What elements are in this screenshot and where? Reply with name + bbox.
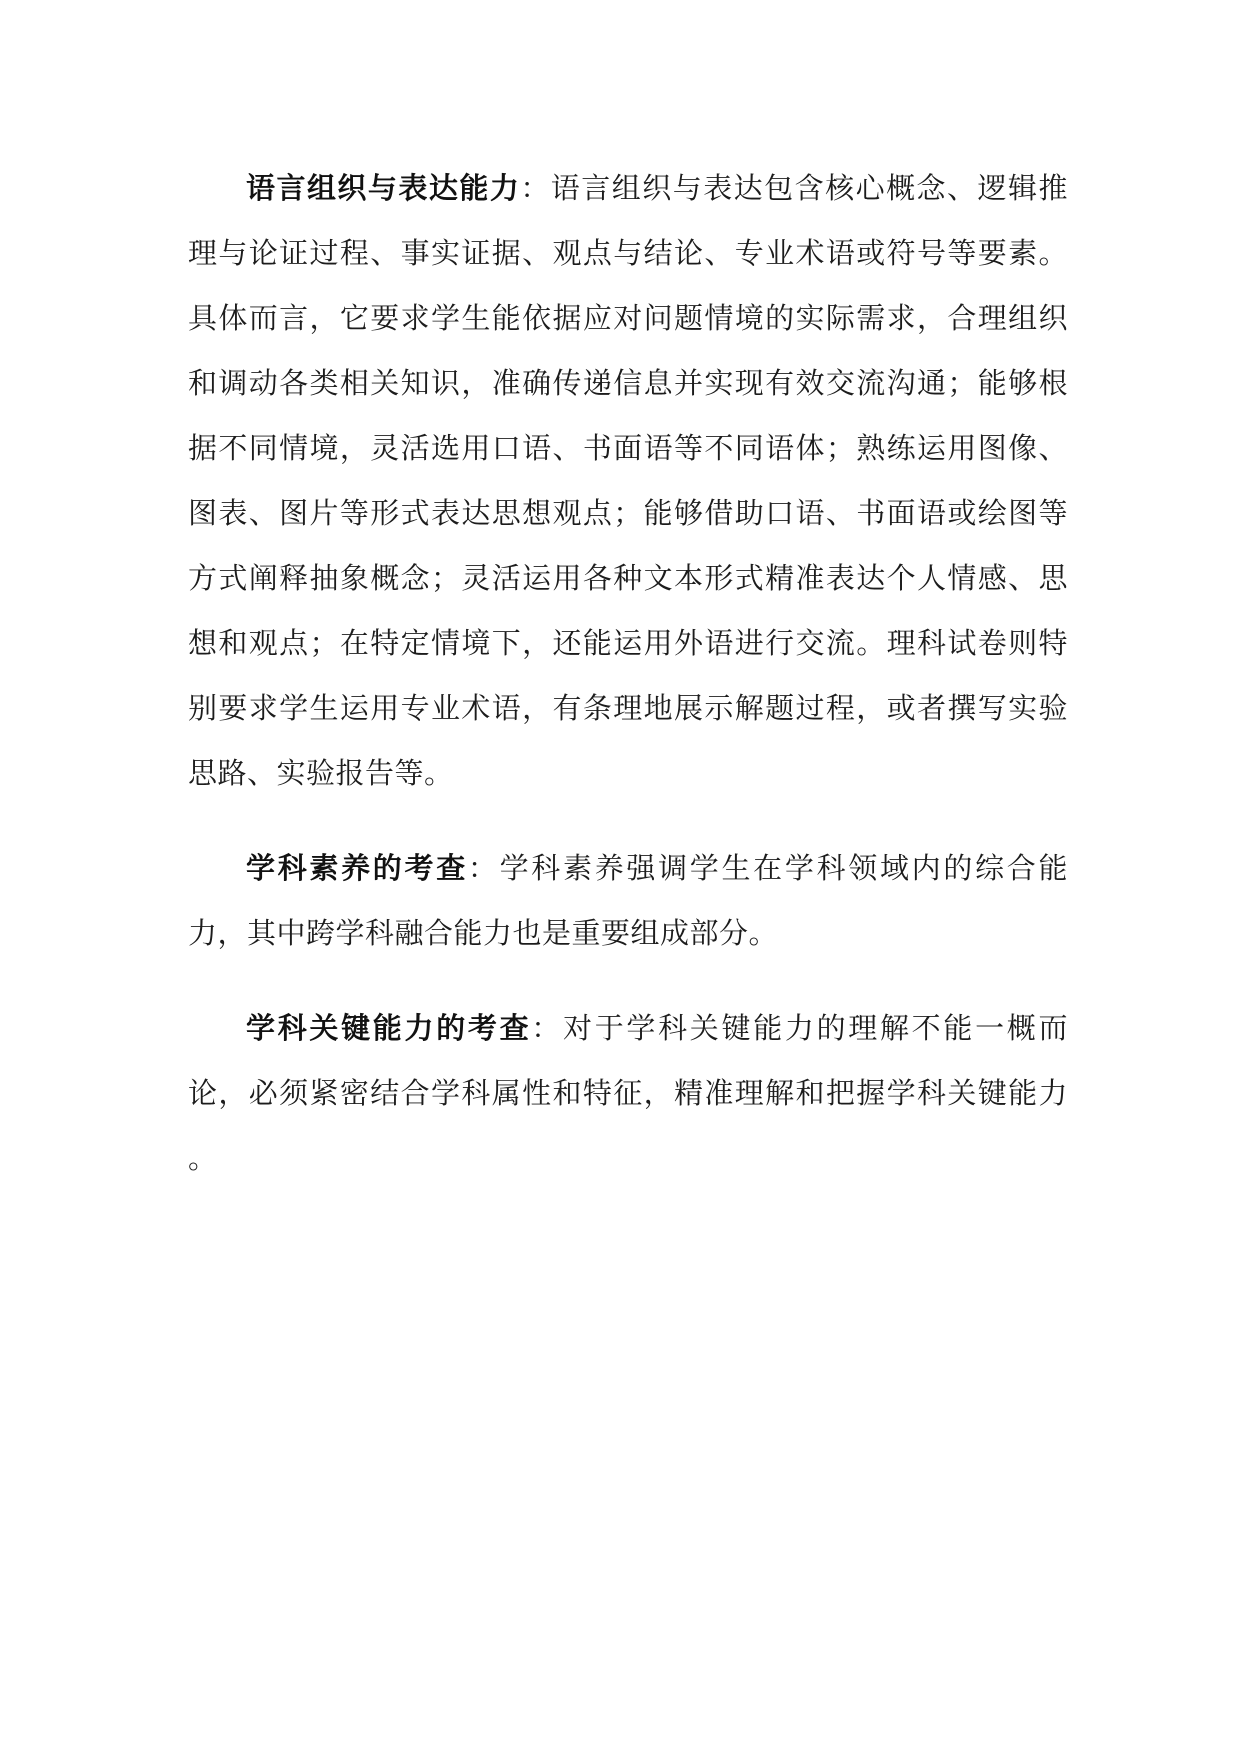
heading-separator: ： [531,1011,563,1045]
paragraph-subject-literacy [188,836,1068,966]
paragraph-text: 学科素养强调学生在学科领域内的综合能力，其中跨学科融合能力也是重要组成部分。 [188,851,1068,950]
paragraph-language-expression [188,156,1068,806]
paragraph-key-competence [188,996,1068,1191]
paragraph-heading: 语言组织与表达能力 [246,171,521,205]
heading-separator: ： [520,171,551,205]
paragraph-text: 对于学科关键能力的理解不能一概而论，必须紧密结合学科属性和特征，精准理解和把握学科关键能力 。 [188,1011,1068,1175]
paragraph-heading: 学科素养的考查 [246,851,468,885]
paragraph-heading: 学科关键能力的考查 [246,1011,532,1045]
heading-separator: ： [467,851,500,885]
paragraph-text: 语言组织与表达包含核心概念、逻辑推理与论证过程、事实证据、观点与结论、专业术语或符号等要素。具体而言，它要求学生能依据应对问题情境的实际需求，合理组织和调动各类相关知识，准确传递信息并实现有效交流沟通；能够根据不同情境，灵活选用口语、书面语等不同语体；熟练运用图像、图表、图片等形式表达思想观点；能够借助口语、书面语或绘图等方式阐释抽象概念；灵活运用各种文本形式精准表达个人情感、思想和观点；在特定情境下，还能运用外语进行交流。理科试卷则特别要求学生运用专业术语，有条理地展示解题过程，或者撰写实验思路、实验报告等。 [188,171,1068,790]
document-body [188,156,1068,1191]
